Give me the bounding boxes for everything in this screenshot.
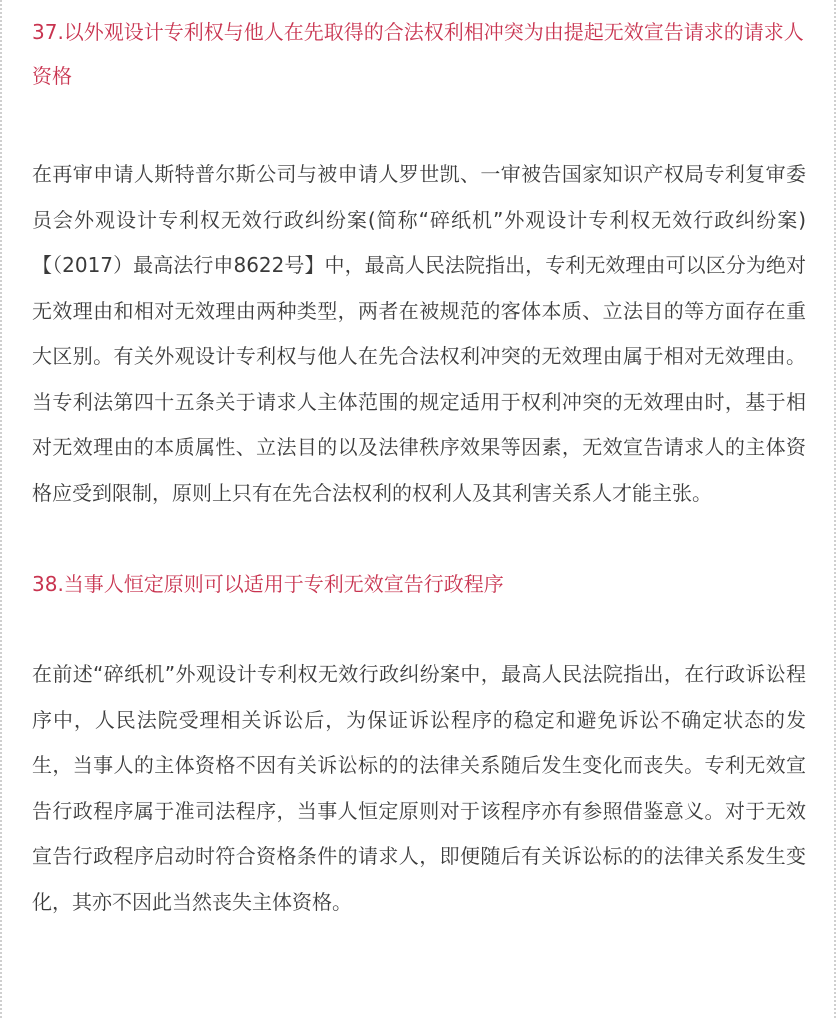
section-38-body: 在前述“碎纸机”外观设计专利权无效行政纠纷案中，最高人民法院指出，在行政诉讼程序中，人民法院受理相关诉讼后，为保证诉讼程序的稳定和避免诉讼不确定状态的发生，当事人的主体资格不因有关诉讼标的的法律关系随后发生变化而丧失。专利无效宣告行政程序属于准司法程序，当事人恒定原则对于该程序亦有参照借鉴意义。对于无效宣告行政程序启动时符合资格条件的请求人，即便随后有关诉讼标的的法律关系发生变化，其亦不因此当然丧失主体资格。 [32,662,806,914]
section-38-heading: 38.当事人恒定原则可以适用于专利无效宣告行政程序 [32,572,504,596]
section-37-heading: 37.以外观设计专利权与他人在先取得的合法权利相冲突为由提起无效宣告请求的请求人资格 [32,20,804,88]
article-content [32,10,806,925]
section-37-body: 在再审申请人斯特普尔斯公司与被申请人罗世凯、一审被告国家知识产权局专利复审委员会外观设计专利权无效行政纠纷案(简称“碎纸机”外观设计专利权无效行政纠纷案)【（2017）最高法行申8622号】中，最高人民法院指出，专利无效理由可以区分为绝对无效理由和相对无效理由两种类型，两者在被规范的客体本质、立法目的等方面存在重大区别。有关外观设计专利权与他人在先合法权利冲突的无效理由属于相对无效理由。当专利法第四十五条关于请求人主体范围的规定适用于权利冲突的无效理由时，基于相对无效理由的本质属性、立法目的以及法律秩序效果等因素，无效宣告请求人的主体资格应受到限制，原则上只有在先合法权利的权利人及其利害关系人才能主张。 [32,162,806,505]
